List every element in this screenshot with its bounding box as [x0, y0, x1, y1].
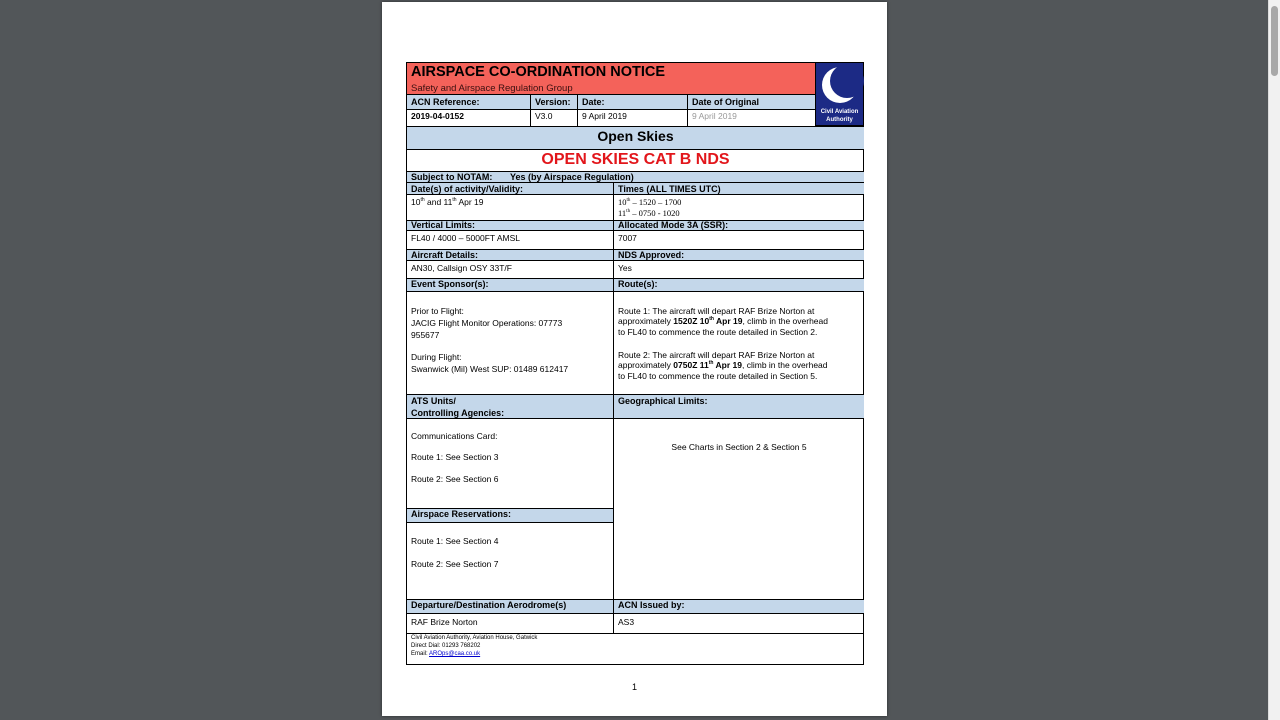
vertical-limits-label: Vertical Limits:: [411, 220, 476, 230]
notam-label: Subject to NOTAM:: [411, 172, 493, 182]
times-label: Times (ALL TIMES UTC): [618, 184, 721, 194]
sponsor-during-value: Swanwick (Mil) West SUP: 01489 612417: [411, 364, 569, 374]
ssr-value: 7007: [618, 233, 637, 243]
date-value: 9 April 2019: [582, 111, 627, 121]
notam-value: Yes (by Airspace Regulation): [510, 172, 634, 182]
aircraft-details-value: AN30, Callsign OSY 33T/F: [411, 263, 512, 273]
divider: [407, 109, 815, 110]
notice-title: AIRSPACE CO-ORDINATION NOTICE: [411, 64, 666, 80]
column-divider: [613, 183, 614, 633]
times-value-1: 10th – 1520 – 1700: [618, 197, 682, 207]
footer-email: Email: AROps@caa.co.uk: [411, 651, 481, 657]
sponsor-during-label: During Flight:: [411, 352, 462, 362]
event-title: OPEN SKIES CAT B NDS: [541, 151, 730, 168]
document-page: [382, 2, 887, 716]
ssr-label: Allocated Mode 3A (SSR):: [618, 220, 729, 230]
divider: [577, 95, 578, 126]
date-of-original-value: 9 April 2019: [692, 111, 737, 121]
section-title: Open Skies: [597, 128, 674, 144]
sponsor-prior-line1: JACIG Flight Monitor Operations: 07773: [411, 318, 563, 328]
ats-units-label-line2: Controlling Agencies:: [411, 408, 505, 418]
airspace-reservations-label: Airspace Reservations:: [411, 509, 512, 519]
vertical-scrollbar[interactable]: [1268, 0, 1280, 720]
aerodrome-label: Departure/Destination Aerodrome(s): [411, 600, 567, 610]
header-band: [406, 62, 840, 95]
nds-approved-value: Yes: [618, 263, 632, 273]
aerodrome-value: RAF Brize Norton: [411, 617, 478, 627]
route1-line1: Route 1: The aircraft will depart RAF Brize Norton at: [618, 306, 815, 316]
date-label: Date:: [582, 97, 605, 107]
route2-line2: approximately 0750Z 11th Apr 19, climb in the overhead: [618, 360, 828, 370]
route1-line2: approximately 1520Z 10th Apr 19, climb in the overhead: [618, 316, 828, 326]
vertical-limits-value: FL40 / 4000 – 5000FT AMSL: [411, 233, 520, 243]
notice-subtitle: Safety and Airspace Regulation Group: [411, 83, 573, 94]
aircraft-details-label: Aircraft Details:: [411, 250, 479, 260]
reservations-route2: Route 2: See Section 7: [411, 559, 499, 569]
route1-line3: to FL40 to commence the route detailed in Section 2.: [618, 327, 818, 337]
sponsor-prior-label: Prior to Flight:: [411, 306, 464, 316]
logo-text-line2: Authority: [826, 117, 853, 123]
footer-divider: [407, 633, 864, 634]
geographical-limits-label: Geographical Limits:: [618, 396, 708, 406]
sponsor-prior-line2: 955677: [411, 330, 440, 340]
divider: [687, 95, 688, 126]
ats-units-label-line1: ATS Units/: [411, 396, 456, 406]
communications-card: Communications Card:: [411, 431, 498, 441]
acn-reference-value: 2019-04-0152: [411, 111, 464, 121]
divider: [530, 95, 531, 126]
footer-phone: Direct Dial: 01293 768202: [411, 643, 481, 649]
version-value: V3.0: [535, 111, 553, 121]
logo-text-line1: Civil Aviation: [820, 109, 859, 115]
page-number: 1: [631, 682, 637, 692]
event-sponsor-label: Event Sponsor(s):: [411, 279, 489, 289]
routes-label: Route(s):: [618, 279, 658, 289]
route2-line3: to FL40 to commence the route detailed in Section 5.: [618, 371, 818, 381]
email-link[interactable]: AROps@caa.co.uk: [429, 651, 481, 657]
ats-route2: Route 2: See Section 6: [411, 474, 499, 484]
ats-route1: Route 1: See Section 3: [411, 452, 499, 462]
geographical-limits-value: See Charts in Section 2 & Section 5: [671, 442, 807, 452]
footer-address: Civil Aviation Authority, Aviation House, Gatwick: [411, 635, 538, 641]
route2-line1: Route 2: The aircraft will depart RAF Brize Norton at: [618, 350, 815, 360]
acn-issued-by-value: AS3: [618, 617, 635, 627]
nds-approved-label: NDS Approved:: [618, 250, 685, 260]
scrollbar-thumb[interactable]: [1271, 6, 1278, 76]
acn-reference-label: ACN Reference:: [411, 97, 480, 107]
date-of-original-label: Date of Original: [692, 97, 760, 107]
reservations-route1: Route 1: See Section 4: [411, 536, 499, 546]
dates-value: 10th and 11th Apr 19: [411, 197, 484, 207]
version-label: Version:: [535, 97, 571, 107]
dates-label: Date(s) of activity/Validity:: [411, 184, 524, 194]
acn-issued-by-label: ACN Issued by:: [618, 600, 685, 610]
times-value-2: 11th – 0750 - 1020: [618, 208, 680, 218]
